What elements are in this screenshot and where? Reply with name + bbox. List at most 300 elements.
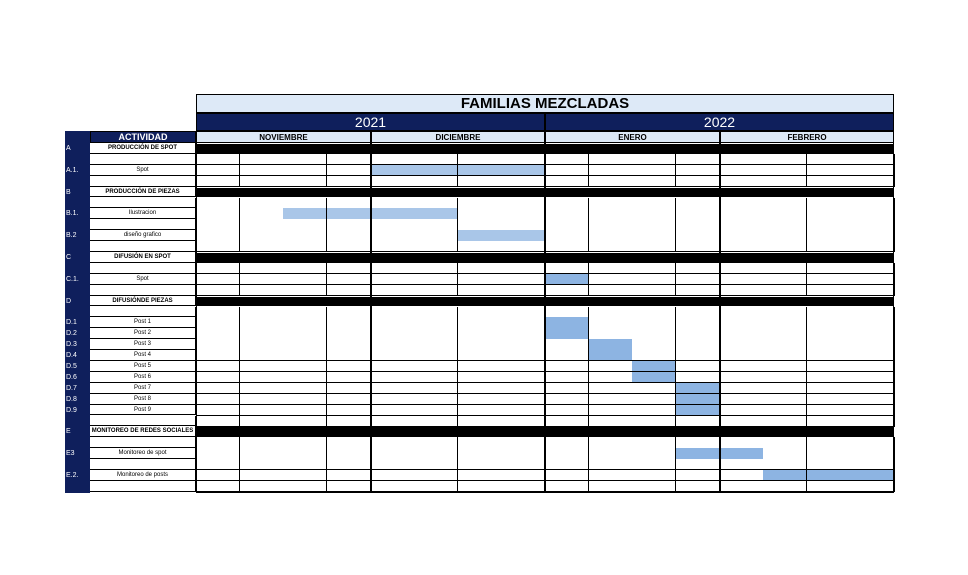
schedule-cell — [763, 339, 807, 350]
schedule-cell — [676, 176, 720, 187]
schedule-cell — [545, 176, 589, 187]
schedule-cell — [850, 263, 894, 274]
schedule-cell — [676, 198, 720, 209]
schedule-cell — [676, 317, 720, 328]
schedule-cell — [850, 241, 894, 252]
schedule-cell — [196, 405, 240, 416]
schedule-cell — [763, 405, 807, 416]
row-code — [66, 416, 90, 427]
schedule-cell — [283, 176, 327, 187]
schedule-cell — [371, 470, 415, 481]
schedule-cell — [414, 383, 458, 394]
schedule-cell — [632, 165, 676, 176]
schedule-cell — [240, 154, 284, 165]
row-code: C — [66, 253, 72, 261]
schedule-cell — [414, 285, 458, 296]
section-bar — [196, 427, 894, 437]
schedule-cell — [589, 394, 633, 405]
schedule-cell — [850, 372, 894, 383]
schedule-cell — [501, 285, 545, 296]
schedule-cell — [240, 437, 284, 448]
schedule-cell — [632, 459, 676, 470]
schedule-cell — [763, 176, 807, 187]
schedule-cell — [720, 416, 764, 427]
schedule-cell — [720, 263, 764, 274]
schedule-cell — [850, 416, 894, 427]
schedule-cell — [589, 372, 633, 383]
schedule-cell — [327, 307, 371, 318]
schedule-cell — [545, 263, 589, 274]
schedule-cell — [720, 372, 764, 383]
schedule-cell — [676, 459, 720, 470]
schedule-cell — [545, 405, 589, 416]
activity-label: Post 9 — [90, 405, 196, 416]
schedule-cell — [720, 230, 764, 241]
schedule-cell — [414, 274, 458, 285]
schedule-cell — [807, 437, 851, 448]
row-code: A — [66, 144, 71, 152]
schedule-cell — [545, 350, 589, 361]
schedule-cell — [327, 350, 371, 361]
schedule-cell — [676, 285, 720, 296]
schedule-cell — [371, 448, 415, 459]
schedule-cell — [283, 307, 327, 318]
schedule-cell — [327, 481, 371, 492]
schedule-cell — [720, 208, 764, 219]
section-label: MONITOREO DE REDES SOCIALES — [90, 426, 196, 437]
schedule-cell — [850, 154, 894, 165]
schedule-cell — [807, 154, 851, 165]
schedule-cell — [545, 165, 589, 176]
row-code: D.8 — [66, 395, 77, 403]
row-code — [66, 307, 90, 318]
schedule-cell — [807, 198, 851, 209]
schedule-cell — [545, 372, 589, 383]
schedule-cell — [371, 416, 415, 427]
schedule-cell — [414, 176, 458, 187]
schedule-cell — [632, 274, 676, 285]
schedule-cell — [414, 448, 458, 459]
schedule-bar-cell — [545, 328, 589, 339]
schedule-cell — [240, 219, 284, 230]
schedule-cell — [763, 307, 807, 318]
schedule-cell — [327, 317, 371, 328]
schedule-cell — [720, 328, 764, 339]
schedule-cell — [371, 459, 415, 470]
row-code — [66, 263, 90, 274]
schedule-cell — [545, 198, 589, 209]
schedule-cell — [371, 437, 415, 448]
schedule-cell — [720, 241, 764, 252]
schedule-cell — [632, 416, 676, 427]
schedule-cell — [196, 154, 240, 165]
row-code: D.4 — [66, 352, 77, 360]
section-label: DIFUSIÓNDE PIEZAS — [90, 296, 196, 307]
schedule-cell — [458, 448, 502, 459]
schedule-cell — [632, 394, 676, 405]
schedule-cell — [458, 383, 502, 394]
schedule-cell — [501, 481, 545, 492]
schedule-bar-cell — [414, 165, 458, 176]
activity-label — [90, 154, 196, 165]
activity-label: Post 7 — [90, 383, 196, 394]
schedule-cell — [850, 317, 894, 328]
schedule-cell — [545, 307, 589, 318]
schedule-cell — [458, 219, 502, 230]
activity-label — [90, 481, 196, 492]
activity-label — [90, 198, 196, 209]
schedule-cell — [283, 350, 327, 361]
schedule-cell — [850, 339, 894, 350]
schedule-cell — [720, 165, 764, 176]
schedule-cell — [414, 481, 458, 492]
row-code: B.2 — [66, 232, 77, 240]
schedule-cell — [632, 317, 676, 328]
schedule-cell — [371, 154, 415, 165]
section-label: PRODUCCIÓN DE SPOT — [90, 143, 196, 154]
schedule-cell — [501, 350, 545, 361]
schedule-cell — [240, 241, 284, 252]
schedule-cell — [327, 339, 371, 350]
schedule-cell — [763, 350, 807, 361]
schedule-cell — [327, 383, 371, 394]
schedule-cell — [632, 481, 676, 492]
schedule-cell — [414, 154, 458, 165]
schedule-cell — [283, 154, 327, 165]
schedule-cell — [501, 416, 545, 427]
schedule-cell — [807, 416, 851, 427]
schedule-cell — [414, 405, 458, 416]
row-code — [66, 176, 90, 187]
schedule-cell — [676, 470, 720, 481]
schedule-cell — [501, 459, 545, 470]
schedule-cell — [283, 230, 327, 241]
row-code: D — [66, 297, 72, 305]
schedule-cell — [240, 350, 284, 361]
schedule-cell — [850, 383, 894, 394]
schedule-cell — [720, 274, 764, 285]
schedule-cell — [414, 339, 458, 350]
schedule-cell — [850, 437, 894, 448]
schedule-cell — [196, 394, 240, 405]
schedule-cell — [720, 154, 764, 165]
activity-label — [90, 285, 196, 296]
schedule-cell — [632, 470, 676, 481]
schedule-cell — [632, 405, 676, 416]
schedule-cell — [283, 394, 327, 405]
schedule-bar-cell — [676, 383, 720, 394]
schedule-cell — [589, 317, 633, 328]
schedule-cell — [632, 285, 676, 296]
schedule-cell — [283, 470, 327, 481]
section-bar — [196, 144, 894, 154]
schedule-cell — [632, 339, 676, 350]
schedule-bar-cell — [850, 470, 894, 481]
activity-label: Monitoreo de posts — [90, 470, 196, 481]
schedule-cell — [414, 328, 458, 339]
schedule-cell — [371, 198, 415, 209]
schedule-cell — [850, 176, 894, 187]
schedule-cell — [327, 361, 371, 372]
schedule-cell — [414, 198, 458, 209]
schedule-cell — [327, 274, 371, 285]
schedule-cell — [458, 339, 502, 350]
activity-header: ACTIVIDAD — [90, 131, 196, 143]
schedule-cell — [414, 307, 458, 318]
schedule-cell — [458, 307, 502, 318]
schedule-cell — [327, 459, 371, 470]
schedule-bar-cell — [807, 470, 851, 481]
schedule-cell — [501, 383, 545, 394]
section-bar — [196, 188, 894, 198]
schedule-cell — [196, 470, 240, 481]
schedule-cell — [458, 470, 502, 481]
schedule-cell — [632, 350, 676, 361]
schedule-cell — [501, 328, 545, 339]
schedule-cell — [589, 416, 633, 427]
schedule-bar-cell — [545, 317, 589, 328]
schedule-cell — [240, 405, 284, 416]
schedule-cell — [327, 416, 371, 427]
row-code — [66, 241, 90, 252]
schedule-cell — [589, 470, 633, 481]
schedule-cell — [850, 274, 894, 285]
schedule-cell — [632, 176, 676, 187]
row-code: D.5 — [66, 362, 77, 370]
schedule-cell — [763, 383, 807, 394]
schedule-cell — [327, 219, 371, 230]
schedule-cell — [807, 339, 851, 350]
schedule-cell — [196, 285, 240, 296]
schedule-cell — [763, 448, 807, 459]
schedule-cell — [545, 481, 589, 492]
activity-label: Post 5 — [90, 361, 196, 372]
schedule-cell — [240, 459, 284, 470]
schedule-cell — [545, 219, 589, 230]
schedule-cell — [763, 208, 807, 219]
schedule-cell — [371, 219, 415, 230]
row-code: D.1 — [66, 319, 77, 327]
schedule-cell — [850, 448, 894, 459]
schedule-cell — [283, 405, 327, 416]
activity-label: Post 3 — [90, 339, 196, 350]
row-code — [66, 459, 90, 470]
row-code: D.6 — [66, 373, 77, 381]
schedule-cell — [589, 285, 633, 296]
schedule-cell — [807, 219, 851, 230]
schedule-cell — [632, 208, 676, 219]
schedule-cell — [240, 394, 284, 405]
activity-label: Monitoreo de spot — [90, 448, 196, 459]
schedule-cell — [414, 437, 458, 448]
schedule-cell — [458, 459, 502, 470]
schedule-cell — [850, 481, 894, 492]
schedule-cell — [850, 230, 894, 241]
schedule-cell — [807, 176, 851, 187]
schedule-cell — [720, 459, 764, 470]
schedule-bar-cell — [458, 230, 502, 241]
schedule-cell — [327, 285, 371, 296]
schedule-cell — [371, 394, 415, 405]
schedule-cell — [589, 176, 633, 187]
schedule-cell — [545, 285, 589, 296]
row-code — [66, 219, 90, 230]
schedule-cell — [283, 339, 327, 350]
schedule-cell — [327, 241, 371, 252]
schedule-cell — [763, 372, 807, 383]
schedule-cell — [589, 198, 633, 209]
schedule-bar-cell — [414, 208, 458, 219]
schedule-cell — [850, 361, 894, 372]
schedule-bar-cell — [676, 394, 720, 405]
schedule-bar-cell — [501, 230, 545, 241]
schedule-cell — [720, 470, 764, 481]
schedule-cell — [850, 208, 894, 219]
schedule-cell — [763, 437, 807, 448]
schedule-cell — [720, 350, 764, 361]
schedule-cell — [501, 198, 545, 209]
schedule-cell — [850, 165, 894, 176]
year-header-2021: 2021 — [196, 113, 545, 131]
activity-label: Post 4 — [90, 350, 196, 361]
schedule-cell — [414, 470, 458, 481]
schedule-cell — [501, 470, 545, 481]
schedule-cell — [589, 208, 633, 219]
schedule-cell — [283, 241, 327, 252]
schedule-cell — [458, 263, 502, 274]
schedule-cell — [501, 208, 545, 219]
schedule-cell — [240, 198, 284, 209]
schedule-cell — [807, 165, 851, 176]
schedule-cell — [545, 241, 589, 252]
schedule-cell — [763, 241, 807, 252]
schedule-cell — [501, 219, 545, 230]
schedule-cell — [501, 394, 545, 405]
schedule-cell — [807, 405, 851, 416]
schedule-cell — [850, 394, 894, 405]
schedule-cell — [850, 328, 894, 339]
schedule-cell — [676, 339, 720, 350]
schedule-cell — [589, 165, 633, 176]
schedule-cell — [196, 481, 240, 492]
schedule-cell — [458, 350, 502, 361]
schedule-cell — [458, 176, 502, 187]
schedule-cell — [763, 481, 807, 492]
schedule-cell — [327, 448, 371, 459]
schedule-cell — [196, 350, 240, 361]
schedule-cell — [414, 230, 458, 241]
schedule-cell — [371, 383, 415, 394]
schedule-cell — [545, 448, 589, 459]
schedule-cell — [196, 416, 240, 427]
activity-label: Spot — [90, 165, 196, 176]
schedule-cell — [807, 372, 851, 383]
schedule-cell — [283, 219, 327, 230]
activity-label — [90, 437, 196, 448]
schedule-cell — [632, 263, 676, 274]
schedule-cell — [676, 165, 720, 176]
row-code: D.7 — [66, 384, 77, 392]
schedule-cell — [240, 361, 284, 372]
schedule-cell — [676, 350, 720, 361]
schedule-cell — [589, 230, 633, 241]
schedule-cell — [371, 372, 415, 383]
row-code: B.1. — [66, 210, 79, 218]
schedule-cell — [763, 394, 807, 405]
schedule-cell — [589, 154, 633, 165]
schedule-bar-cell — [327, 208, 371, 219]
row-code: D.9 — [66, 406, 77, 414]
schedule-cell — [283, 416, 327, 427]
schedule-cell — [720, 219, 764, 230]
schedule-cell — [589, 263, 633, 274]
schedule-cell — [720, 394, 764, 405]
schedule-cell — [458, 274, 502, 285]
schedule-bar-cell — [632, 361, 676, 372]
schedule-cell — [850, 307, 894, 318]
schedule-cell — [327, 437, 371, 448]
schedule-cell — [458, 208, 502, 219]
schedule-cell — [676, 263, 720, 274]
schedule-cell — [196, 448, 240, 459]
schedule-cell — [720, 307, 764, 318]
schedule-cell — [501, 154, 545, 165]
schedule-cell — [501, 405, 545, 416]
schedule-cell — [676, 481, 720, 492]
activity-label — [90, 241, 196, 252]
schedule-cell — [458, 416, 502, 427]
schedule-cell — [458, 481, 502, 492]
schedule-cell — [414, 263, 458, 274]
schedule-cell — [545, 437, 589, 448]
schedule-cell — [371, 361, 415, 372]
schedule-bar-cell — [720, 448, 764, 459]
schedule-cell — [240, 208, 284, 219]
schedule-cell — [414, 241, 458, 252]
schedule-cell — [632, 437, 676, 448]
schedule-cell — [807, 394, 851, 405]
activity-label — [90, 459, 196, 470]
schedule-bar-cell — [676, 405, 720, 416]
schedule-cell — [763, 416, 807, 427]
schedule-cell — [763, 328, 807, 339]
schedule-cell — [589, 481, 633, 492]
schedule-cell — [676, 230, 720, 241]
schedule-cell — [720, 405, 764, 416]
section-label: PRODUCCIÓN DE PIEZAS — [90, 187, 196, 198]
schedule-cell — [240, 416, 284, 427]
schedule-cell — [545, 416, 589, 427]
schedule-cell — [327, 230, 371, 241]
schedule-cell — [632, 241, 676, 252]
schedule-cell — [501, 361, 545, 372]
schedule-cell — [850, 219, 894, 230]
schedule-cell — [589, 307, 633, 318]
schedule-bar-cell — [589, 350, 633, 361]
schedule-cell — [371, 285, 415, 296]
activity-label: Spot — [90, 274, 196, 285]
row-code: C.1. — [66, 275, 79, 283]
schedule-bar-cell — [458, 165, 502, 176]
row-code: A.1. — [66, 166, 79, 174]
schedule-cell — [283, 285, 327, 296]
schedule-cell — [501, 339, 545, 350]
schedule-cell — [283, 383, 327, 394]
schedule-cell — [327, 470, 371, 481]
schedule-cell — [283, 361, 327, 372]
schedule-bar-cell — [676, 448, 720, 459]
schedule-cell — [371, 339, 415, 350]
